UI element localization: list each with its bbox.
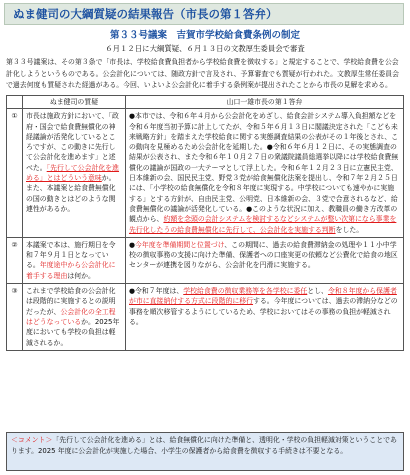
question-text-segment: これまで学校給食の公会計化は段階的に実施するとの説明だったが、 bbox=[26, 287, 116, 316]
meeting-schedule: ６月１２日に大綱質疑、６月１３日の文教厚生委員会で審査 bbox=[105, 44, 305, 53]
answer-text-segment: とし、 bbox=[307, 287, 328, 296]
comment-text: 「先行して公会計化を進める」とは、給食無償化に向けた準備と、透明化・学校の負担軽減対策ということであります。2025 年度に公会計化が実施した場合、小学生の保護者から給食費を徴収する手続きは不要となる。 bbox=[11, 436, 397, 455]
report-title: ぬま健司の大綱質疑の結果報告（市長の第１答弁） bbox=[13, 7, 278, 21]
table-row bbox=[7, 237, 404, 283]
question-cell bbox=[23, 284, 126, 351]
comment-label: ＜コメント＞ bbox=[11, 436, 53, 444]
row-number: ② bbox=[7, 237, 23, 283]
answer-text-segment: 約額を念頭の会計システムを検討するなどシステムが整い次第になら事業を先行化したうの給食費無償化に先行して、公会計化を実施する判断 bbox=[129, 215, 397, 234]
header-question: ぬま健司の質疑 bbox=[23, 96, 126, 109]
question-text-segment: 年度途中から公会計化に着手する理由 bbox=[26, 261, 116, 280]
comment-box bbox=[6, 432, 404, 471]
intro-paragraph: 第３３号議案は、その第３条で「市長は、学校給食費負担者から学校給食費を徴収する」と規定することで、学校給食費を公会計化しようというものである。公会計化については、随政方針で言及され、予算審査でも質疑が行われた。文教厚生常任委員会で過去何度も質疑された経過がある。今回、いよいよ公会計化に着手する条例案が提出されたことから市長の見解を求める。 bbox=[6, 58, 400, 89]
question-text-segment: 公会計化の全工程はどうなっている bbox=[26, 307, 116, 326]
question-text-segment: か。2025年度においても学校の負担は軽減されるか。 bbox=[26, 317, 120, 347]
table-row bbox=[7, 109, 404, 238]
answer-text-segment: する。今年度については、過去の滞納分などの事務を順次移管するようにしているため、学校においてはその事務の負担が軽減される。 bbox=[129, 297, 398, 326]
answer-text-segment: ●本市では、令和６年４月から公会計化をめざし、給食会計システム導入負担額などを令和６年度当初予算に計上してたが、令和５年６月１３日に閣議決定された「こども未来戦略方針」を踏まえた学校給食に関する実態調査結果の公表がその１年後とされ、この動向を見極めるため公会計化を延期した。●令和６年６月１２日に、その実態調査の結果が公表され、また令和６年１０月２７日の衆議院議員総選挙以降には学校給食費無償化の議論が国政の一大テーマとして浮上した。令和６年１２月２３日に立憲民主党、日本維新の会、国民民主党、野党３党が給食無償化法案を提出し、令和７年２月２５日には、「小学校の給食無償化を令和８年度に実現する。中学校についても速やかに実施する」とする方針が、自由民主党、公明党、日本維新の会、３党で合意されるなど、給食費無償化の議論が活発化している。●このような状況に加え、教職員の働き方改革の観点から、 bbox=[129, 112, 399, 224]
question-cell bbox=[23, 237, 126, 283]
question-text-segment: は何か。 bbox=[67, 271, 95, 280]
table-header-row bbox=[7, 96, 404, 109]
answer-text-segment: ●令和７年度は、 bbox=[129, 287, 184, 296]
answer-text-segment: 令和８年度から保護者が市に直接納付する方式に段階的に移行 bbox=[129, 287, 397, 306]
answer-cell bbox=[126, 284, 404, 351]
qa-table bbox=[6, 95, 404, 351]
question-text-segment: 「先行して公会計化を進める」とはどういう意味 bbox=[26, 163, 120, 183]
answer-text-segment: 学校給食費の徴収業務等を各学校に委任 bbox=[183, 287, 308, 296]
answer-cell bbox=[126, 237, 404, 283]
table-row bbox=[7, 284, 404, 351]
row-number: ① bbox=[7, 109, 23, 238]
row-number: ③ bbox=[7, 284, 23, 351]
header-answer: 山口一雄市長の第１答弁 bbox=[126, 96, 404, 109]
question-text-segment: か。また、本議案と給食費無償化の国の動きとはどのような関連性があるか。 bbox=[26, 174, 116, 213]
header-number bbox=[7, 96, 23, 109]
question-cell bbox=[23, 109, 126, 238]
answer-cell bbox=[126, 109, 404, 238]
answer-text-segment: をした。 bbox=[335, 225, 364, 234]
answer-text-segment: ● bbox=[129, 240, 136, 249]
question-text-segment: 市長は施政方針において、「政府・国会で給食費無償化の神経議論が活発化しているところですが、この動きに先行して公会計化を進めます」と述べた。 bbox=[26, 112, 119, 172]
bill-subtitle: 第３３号議案 吉賀市学校給食費条例の制定 bbox=[109, 30, 300, 41]
question-text-segment: 本議案で本は、施行期日を令和７年９月１日となっている。 bbox=[26, 240, 116, 270]
answer-text-segment: 、この期間に、過去の給食費滞納金の処理や１１小中学校の徴収事務の支援に向けた準備、保護者への口座実更の依頼など公費化で給食の地区センターが連携を図りながら、公会計化を円滑に実施する。 bbox=[129, 240, 398, 270]
title-banner bbox=[4, 3, 404, 25]
answer-text-segment: 今年度を準備期間と位置づけ bbox=[135, 240, 225, 249]
